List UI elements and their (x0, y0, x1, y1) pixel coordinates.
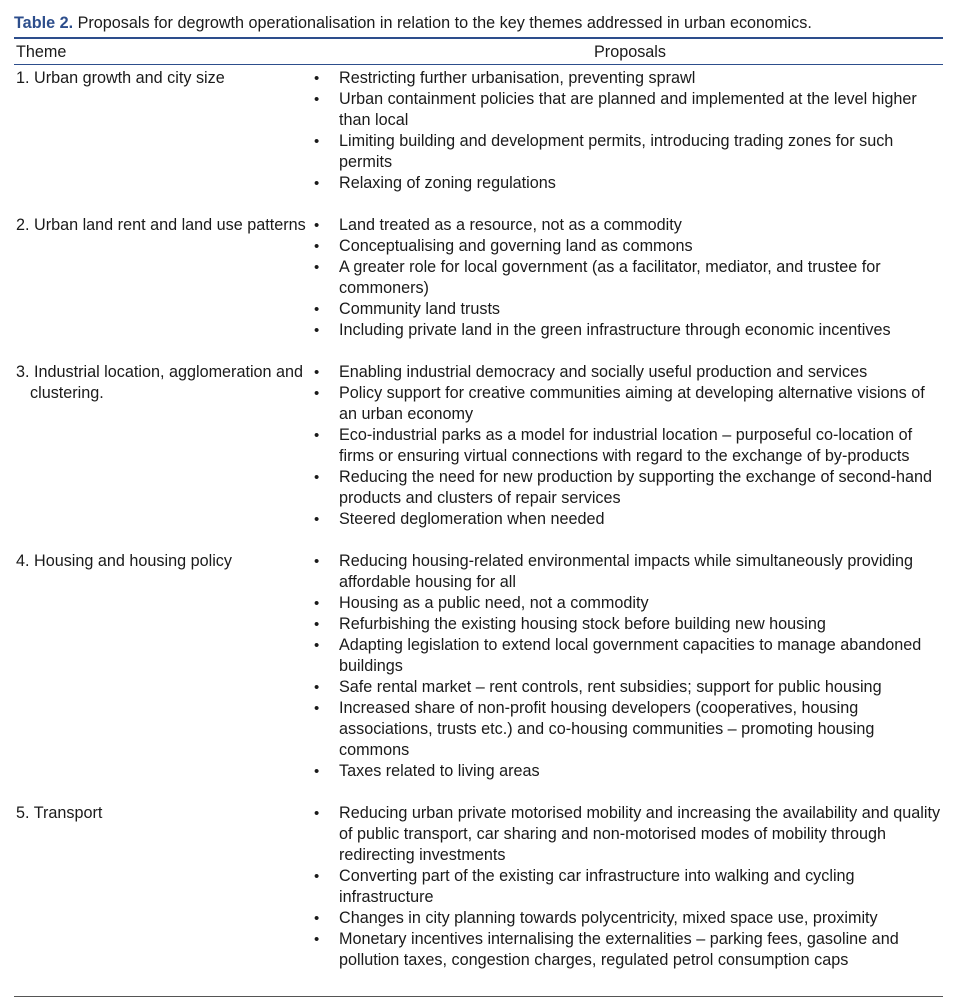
caption-label: Table 2. (14, 14, 74, 32)
proposal-text: Policy support for creative communities aiming at developing alternative visions of an urban economy (339, 384, 925, 423)
bullet-icon: • (314, 700, 320, 717)
table-row (14, 215, 943, 341)
proposal-text: Enabling industrial democracy and socially useful production and services (339, 363, 868, 381)
proposal-text: A greater role for local government (as a facilitator, mediator, and trustee for commoners) (339, 258, 881, 297)
table-row (14, 803, 943, 969)
proposal-item (311, 320, 943, 341)
bullet-icon: • (314, 910, 320, 927)
proposal-item (311, 593, 943, 614)
table-row (14, 68, 943, 194)
bullet-icon: • (314, 616, 320, 633)
bullet-icon: • (314, 322, 320, 339)
proposal-item (311, 509, 943, 530)
bullet-icon: • (314, 679, 320, 696)
proposal-item (311, 908, 943, 929)
bullet-icon: • (314, 217, 320, 234)
proposal-text: Reducing housing-related environmental impacts while simultaneously providing affordable housing for all (339, 552, 914, 591)
proposal-item (311, 383, 943, 425)
proposal-text: Land treated as a resource, not as a commodity (339, 216, 682, 234)
theme-cell: 5. Transport (16, 804, 103, 822)
caption-text: Proposals for degrowth operationalisation in relation to the key themes addressed in urban economics. (73, 14, 812, 32)
proposal-item (311, 803, 943, 866)
bullet-icon: • (314, 364, 320, 381)
bullet-icon: • (314, 637, 320, 654)
table-body (14, 68, 943, 969)
proposal-item (311, 614, 943, 635)
proposal-item (311, 866, 943, 908)
proposal-text: Conceptualising and governing land as commons (339, 237, 693, 255)
proposal-item (311, 173, 943, 194)
proposal-text: Including private land in the green infrastructure through economic incentives (339, 321, 891, 339)
proposals-list (311, 362, 943, 530)
proposal-item (311, 362, 943, 383)
header-rule (14, 64, 943, 65)
proposal-text: Safe rental market – rent controls, rent subsidies; support for public housing (339, 678, 882, 696)
top-rule (14, 37, 943, 39)
theme-cell: 3. Industrial location, agglomeration and clustering. (16, 363, 304, 402)
proposals-list (311, 803, 943, 971)
proposal-item (311, 635, 943, 677)
proposal-item (311, 425, 943, 467)
proposal-text: Community land trusts (339, 300, 501, 318)
proposal-text: Urban containment policies that are planned and implemented at the level higher than local (339, 90, 917, 129)
proposals-list (311, 215, 943, 341)
proposals-list (311, 551, 943, 782)
proposal-item (311, 677, 943, 698)
header-theme: Theme (16, 43, 67, 61)
bullet-icon: • (314, 805, 320, 822)
proposal-text: Monetary incentives internalising the externalities – parking fees, gasoline and pollution taxes, congestion charges, regulated petrol consumption caps (339, 930, 899, 969)
proposal-item (311, 257, 943, 299)
proposal-text: Converting part of the existing car infrastructure into walking and cycling infrastructure (339, 867, 855, 906)
proposal-text: Reducing urban private motorised mobility and increasing the availability and quality of public transport, car sharing and non-motorised modes of mobility through redirecting investments (339, 804, 941, 864)
bullet-icon: • (314, 385, 320, 402)
bullet-icon: • (314, 133, 320, 150)
bullet-icon: • (314, 70, 320, 87)
theme-cell: 1. Urban growth and city size (16, 69, 225, 87)
bullet-icon: • (314, 427, 320, 444)
proposal-item (311, 551, 943, 593)
proposal-item (311, 761, 943, 782)
proposals-list (311, 68, 943, 194)
proposal-text: Steered deglomeration when needed (339, 510, 605, 528)
table-caption (14, 13, 942, 33)
bullet-icon: • (314, 91, 320, 108)
theme-cell: 4. Housing and housing policy (16, 552, 232, 570)
proposal-text: Eco-industrial parks as a model for industrial location – purposeful co-location of firms or ensuring virtual connections with regard to the exchange of by-products (339, 426, 913, 465)
bullet-icon: • (314, 301, 320, 318)
proposal-text: Relaxing of zoning regulations (339, 174, 556, 192)
proposal-item (311, 299, 943, 320)
proposal-text: Increased share of non-profit housing developers (cooperatives, housing associations, trusts etc.) and co-housing communities – promoting housing commons (339, 699, 875, 759)
proposal-text: Taxes related to living areas (339, 762, 540, 780)
proposal-item (311, 236, 943, 257)
bullet-icon: • (314, 931, 320, 948)
header-proposals: Proposals (594, 43, 666, 61)
proposal-text: Restricting further urbanisation, preventing sprawl (339, 69, 696, 87)
bullet-icon: • (314, 259, 320, 276)
proposal-text: Reducing the need for new production by supporting the exchange of second-hand products and clusters of repair services (339, 468, 933, 507)
proposal-item (311, 698, 943, 761)
proposal-item (311, 131, 943, 173)
bullet-icon: • (314, 175, 320, 192)
bullet-icon: • (314, 511, 320, 528)
proposal-text: Changes in city planning towards polycentricity, mixed space use, proximity (339, 909, 878, 927)
proposal-item (311, 467, 943, 509)
proposal-item (311, 89, 943, 131)
bullet-icon: • (314, 763, 320, 780)
bullet-icon: • (314, 238, 320, 255)
bullet-icon: • (314, 595, 320, 612)
proposal-text: Refurbishing the existing housing stock before building new housing (339, 615, 826, 633)
bullet-icon: • (314, 469, 320, 486)
bullet-icon: • (314, 868, 320, 885)
proposal-text: Limiting building and development permits, introducing trading zones for such permits (339, 132, 894, 171)
bullet-icon: • (314, 553, 320, 570)
table-row (14, 362, 943, 530)
proposal-item (311, 215, 943, 236)
bottom-rule (14, 996, 943, 997)
proposal-text: Adapting legislation to extend local government capacities to manage abandoned buildings (339, 636, 922, 675)
table-header (14, 41, 943, 63)
proposal-text: Housing as a public need, not a commodity (339, 594, 649, 612)
proposal-item (311, 68, 943, 89)
theme-cell: 2. Urban land rent and land use patterns (16, 216, 306, 234)
table-row (14, 551, 943, 782)
proposal-item (311, 929, 943, 971)
